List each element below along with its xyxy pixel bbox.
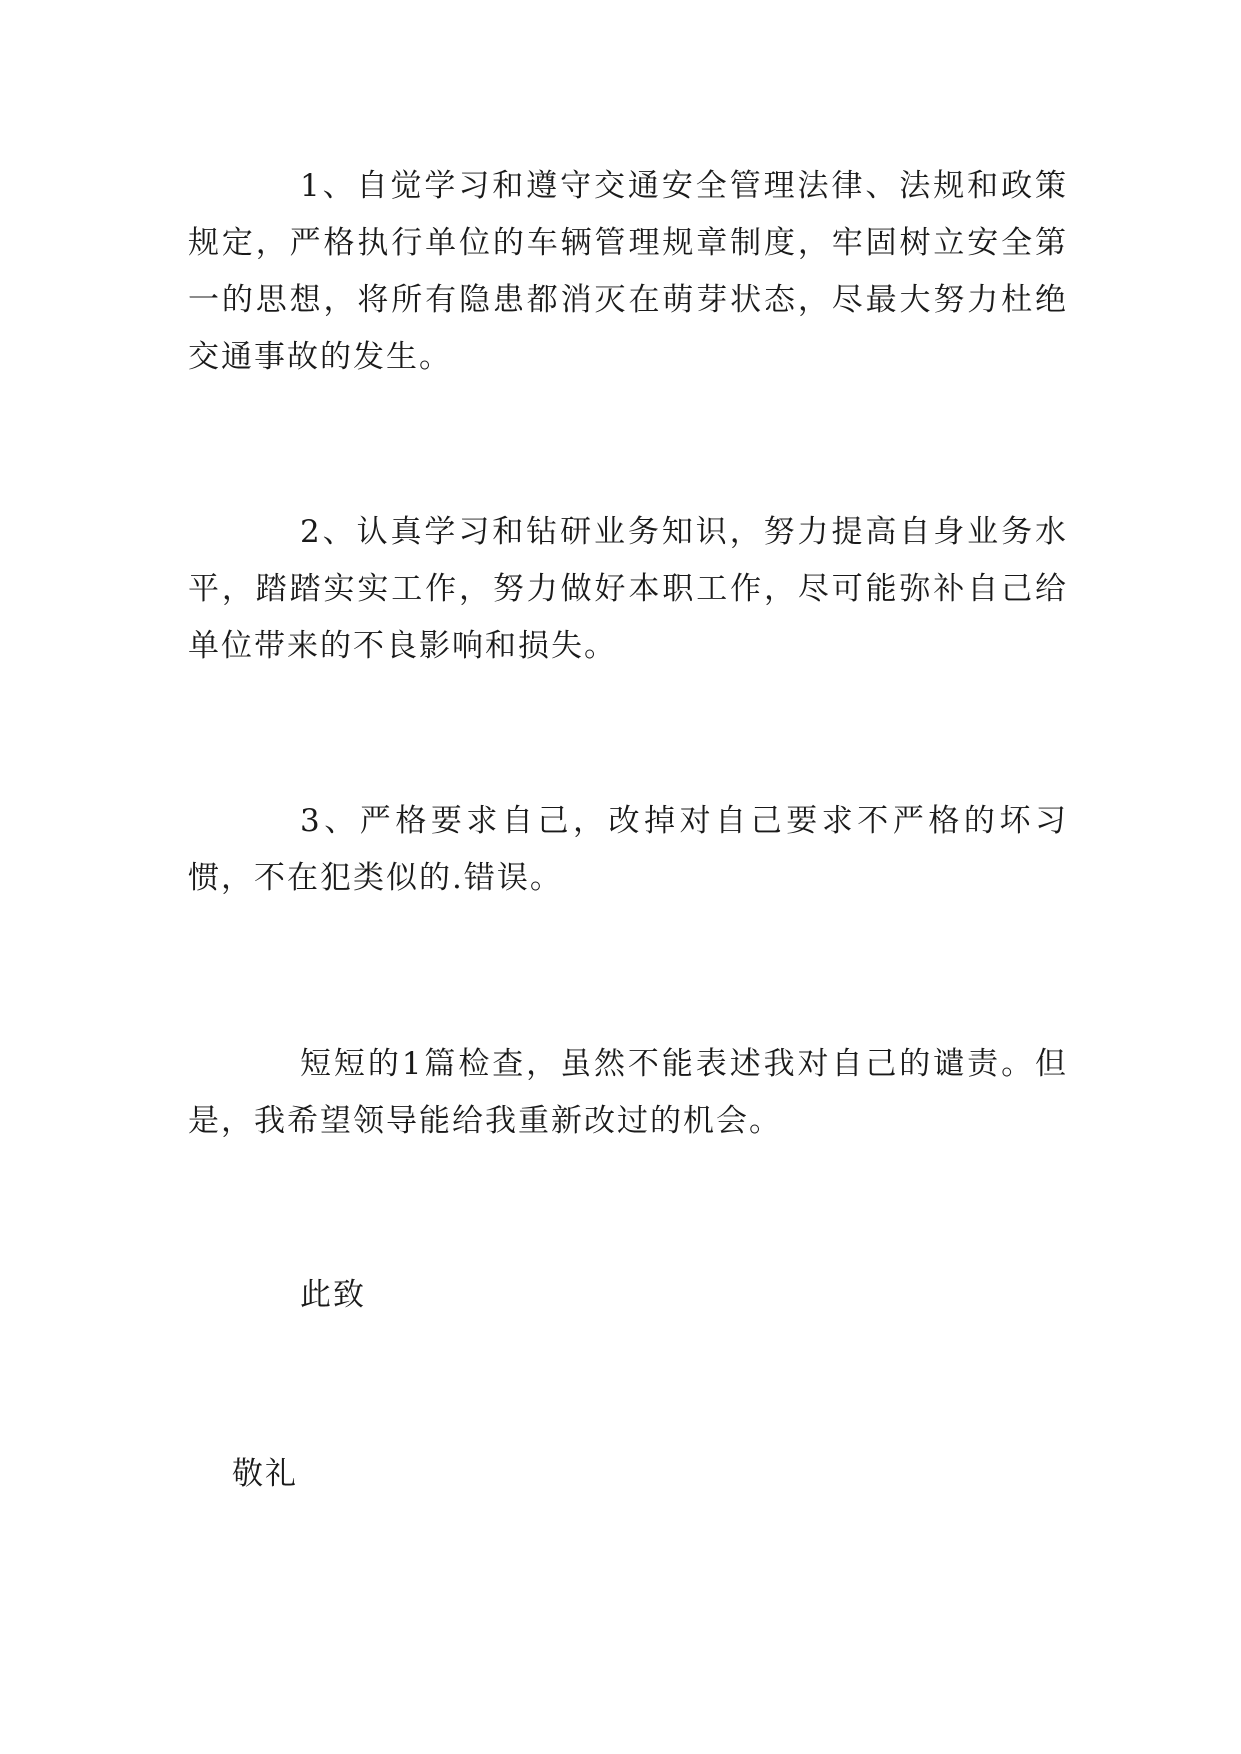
closing-jingli: 敬礼 <box>232 1456 298 1492</box>
paragraph-summary: 短短的1篇检查，虽然不能表述我对自己的谴责。但是，我希望领导能给我重新改过的机会。 <box>188 1046 1068 1139</box>
paragraph-commitment-2: 2、认真学习和钻研业务知识，努力提高自身业务水平，踏踏实实工作，努力做好本职工作，尽可能弥补自己给单位带来的不良影响和损失。 <box>188 514 1068 664</box>
salutation-cizhi: 此致 <box>300 1277 366 1313</box>
paragraph-commitment-1: 1、自觉学习和遵守交通安全管理法律、法规和政策规定，严格执行单位的车辆管理规章制度，牢固树立安全第一的思想，将所有隐患都消灭在萌芽状态，尽最大努力杜绝交通事故的发生。 <box>188 168 1068 375</box>
paragraph-commitment-3: 3、严格要求自己，改掉对自己要求不严格的坏习惯，不在犯类似的.错误。 <box>188 803 1068 896</box>
